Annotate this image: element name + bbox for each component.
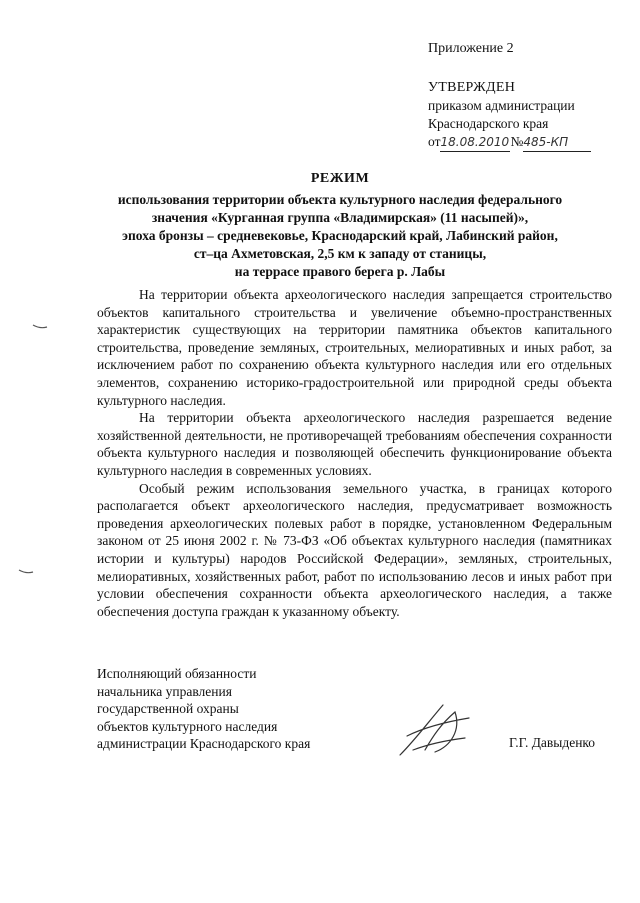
document-body <box>97 286 612 620</box>
signatory-line: объектов культурного наследия <box>97 718 278 734</box>
handwritten-number: 485-КП <box>523 133 591 152</box>
title-line: на террасе правого берега р. Лабы <box>234 264 446 279</box>
number-sign: № <box>510 134 524 149</box>
signatory-position <box>97 665 310 753</box>
paragraph-permissions: На территории объекта археологического наследия разрешается ведение хозяйственной деятельности, не противоречащей требованиям обеспечения сохранности объекта культурного наследия и позволяющей обеспечить функционирование объекта культурного наследия в современных условиях. <box>97 410 612 478</box>
order-line-1: приказом администрации <box>428 98 575 113</box>
order-date-line <box>428 133 591 152</box>
signatory-name: Г.Г. Давыденко <box>509 735 596 750</box>
handwritten-date: 18.08.2010 <box>440 133 510 152</box>
margin-punch-mark <box>18 568 34 576</box>
approved-label: УТВЕРЖДЕН <box>428 80 516 95</box>
paragraph-special-regime: Особый режим использования земельного участка, в границах которого располагается объект археологического наследия, предусматривает возможность проведения археологических полевых работ в порядке, установленном Федеральным законом от 25 июня 2002 г. № 73-ФЗ «Об объектах культурного наследия (памятниках истории и культуры) народов Российской Федерации», земляных, строительных, мелиоративных, хозяйственных работ, работ по использованию лесов и иных работ при условии обеспечения сохранности объекта археологического наследия, а также обеспечения доступа граждан к указанному объекту. <box>97 480 612 619</box>
signatory-line: государственной охраны <box>97 701 239 717</box>
paragraph-prohibitions: На территории объекта археологического наследия запрещается строительство объектов капитального строительства и увеличение объемно-пространственных характеристик существующих на территории памятника объектов капитального строительства, проведение земляных, строительных, мелиоративных и иных работ, за исключением работ по сохранению объекта культурного наследия или его отдельных элементов, сохранению историко-градостроительной или природной среды объекта культурного наследия. <box>97 287 612 408</box>
title-line: ст–ца Ахметовская, 2,5 км к западу от станицы, <box>193 246 487 261</box>
title-main: РЕЖИМ <box>310 171 370 186</box>
signatory-line: начальника управления <box>97 683 232 699</box>
handwritten-signature <box>395 700 475 760</box>
title-line: значения «Курганная группа «Владимирская» (11 насыпей)», <box>151 210 529 225</box>
title-line: эпоха бронзы – средневековье, Краснодарский край, Лабинский район, <box>122 228 558 243</box>
signatory-line: администрации Краснодарского края <box>97 736 311 752</box>
date-prefix: от <box>428 134 441 149</box>
approval-block <box>428 79 591 152</box>
document-title <box>60 170 620 281</box>
title-line: использования территории объекта культурного наследия федерального <box>117 192 563 207</box>
appendix-label: Приложение 2 <box>428 41 514 56</box>
order-line-2: Краснодарского края <box>428 116 549 131</box>
margin-punch-mark <box>32 323 48 331</box>
signatory-line: Исполняющий обязанности <box>97 666 257 681</box>
